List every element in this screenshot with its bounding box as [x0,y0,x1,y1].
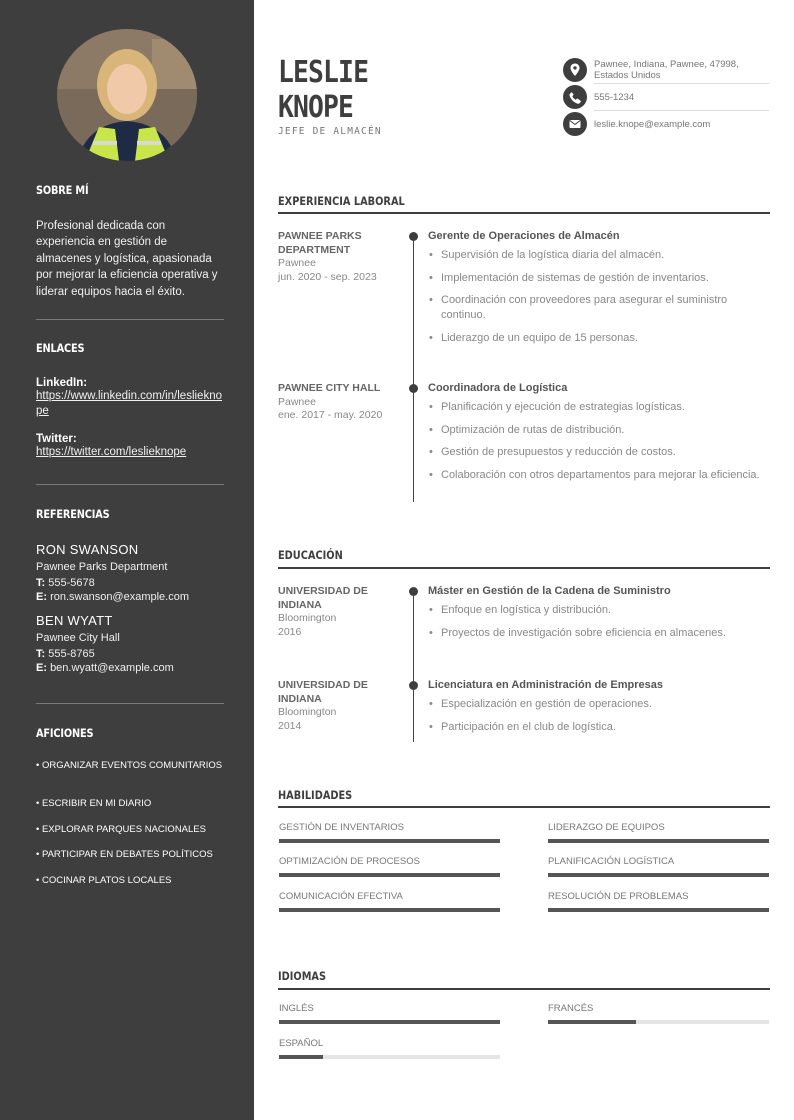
degree: Máster en Gestión de la Cadena de Suministro [428,585,671,597]
list-item: • Especialización en gestión de operaciones. [428,697,768,712]
duties-list [428,400,768,483]
list-item: • Supervisión de la logística diaria del almacén. [428,248,768,263]
hobbies-title: AFICIONES [36,726,94,740]
reference-org: Pawnee City Hall [36,632,120,644]
skill-bar-fill [279,839,500,843]
link-item [36,377,224,419]
language-bar-fill [279,1055,323,1059]
link-label: Twitter: [36,433,77,445]
reference-phone: T: 555-8765 [36,648,95,660]
timeline-dot [409,681,418,690]
contact-address: Pawnee, Indiana, Pawnee, 47998, Estados Unidos [594,59,739,81]
skill-bar [548,873,769,877]
skill-bar [279,873,500,877]
skill-item [548,891,769,902]
references-title: REFERENCIAS [36,507,110,521]
list-item: • Participación en el club de logística. [428,720,768,735]
skills-title: HABILIDADES [278,788,353,802]
list-item: • Colaboración con otros departamentos para mejorar la eficiencia. [428,468,768,483]
language-bar [548,1020,769,1024]
language-item [279,1003,500,1014]
sidebar [0,0,254,1120]
school-location: Bloomington [278,706,337,718]
language-bar-fill [548,1020,636,1024]
twitter-link[interactable]: https://twitter.com/leslieknope [36,446,187,458]
full-name [278,55,380,125]
linkedin-link[interactable]: https://www.linkedin.com/in/leslieknope [36,390,222,417]
skill-bar-fill [548,908,769,912]
skill-bar [279,908,500,912]
languages-title: IDIOMAS [278,969,327,983]
education-meta [278,585,398,639]
experience-detail [428,382,768,490]
company-location: Pawnee [278,257,316,269]
language-label: ESPAÑOL [279,1038,324,1049]
reference-item [36,613,224,674]
contact-email[interactable]: leslie.knope@example.com [594,119,711,130]
education-detail [428,679,768,742]
avatar [57,29,197,161]
school-name: UNIVERSIDAD DE INDIANA [278,585,368,611]
references-section [36,507,224,674]
duties-list [428,248,768,346]
about-section [36,183,224,300]
skill-bar [548,908,769,912]
first-name: LESLIE [278,55,369,90]
skill-label: COMUNICACIÓN EFECTIVA [279,891,403,902]
link-label: LinkedIn: [36,377,88,389]
phone-icon [563,85,587,109]
hobby-item: • PARTICIPAR EN DEBATES POLÍTICOS [36,849,213,860]
about-title: SOBRE MÍ [36,183,89,197]
divider [36,703,224,704]
profile-photo [57,29,197,161]
contact-block [563,57,769,137]
skill-bar [279,839,500,843]
language-bar [279,1055,500,1059]
list-item: • Planificación y ejecución de estrategias logísticas. [428,400,768,415]
last-name: KNOPE [278,90,354,125]
language-bar [279,1020,500,1024]
links-section [36,341,224,460]
section-rule [278,806,770,808]
hobby-item: • EXPLORAR PARQUES NACIONALES [36,824,206,835]
experience-meta [278,230,398,284]
about-text: Profesional dedicada con experiencia en gestión de almacenes y logística, apasionada por mejorar la eficiencia operativa y liderar equipos hacia el éxito. [36,220,218,298]
job-dates: ene. 2017 - may. 2020 [278,409,383,421]
skill-label: LIDERAZGO DE EQUIPOS [548,822,665,833]
skill-bar-fill [279,908,500,912]
job-title: JEFE DE ALMACÉN [278,126,382,137]
job-dates: jun. 2020 - sep. 2023 [278,270,377,283]
hobbies-section [36,726,224,740]
email-icon [563,112,587,136]
education-list [428,603,768,641]
company-name: PAWNEE CITY HALL [278,382,381,394]
hobby-item: • ESCRIBIR EN MI DIARIO [36,798,152,809]
reference-email: E: ron.swanson@example.com [36,591,190,603]
language-item [279,1038,500,1049]
experience-meta [278,382,398,423]
location-pin-icon [563,58,587,82]
reference-name: BEN WYATT [36,613,113,628]
links-title: ENLACES [36,341,85,355]
company-location: Pawnee [278,395,316,408]
language-label: FRANCÉS [548,1003,594,1014]
timeline-dot [409,232,418,241]
contact-phone[interactable]: 555-1234 [594,92,635,103]
language-item [548,1003,769,1014]
company-name: PAWNEE PARKS DEPARTMENT [278,230,362,256]
divider [594,110,769,111]
skill-item [548,822,769,833]
experience-title: EXPERIENCIA LABORAL [278,194,405,208]
graduation-year: 2016 [278,625,302,638]
link-item [36,433,224,460]
timeline-dot [409,587,418,596]
skill-label: PLANIFICACIÓN LOGÍSTICA [548,856,675,867]
language-bar-fill [279,1020,500,1024]
reference-name: RON SWANSON [36,542,139,557]
hobby-item: • ORGANIZAR EVENTOS COMUNITARIOS [36,760,223,771]
list-item: • Gestión de presupuestos y reducción de costos. [428,445,768,460]
section-rule [278,567,770,569]
skill-bar-fill [548,873,769,877]
degree: Licenciatura en Administración de Empresas [428,679,663,691]
skill-item [279,856,500,867]
language-label: INGLÉS [279,1003,314,1014]
skill-label: RESOLUCIÓN DE PROBLEMAS [548,891,689,902]
skill-bar [548,839,769,843]
list-item: • Enfoque en logística y distribución. [428,603,768,618]
reference-phone: T: 555-5678 [36,577,95,589]
list-item: • Optimización de rutas de distribución. [428,423,768,438]
list-item: • Proyectos de investigación sobre eficiencia en almacenes. [428,626,768,641]
list-item: • Implementación de sistemas de gestión de inventarios. [428,271,768,286]
graduation-year: 2014 [278,719,302,732]
divider [36,319,224,320]
section-rule [278,212,770,214]
divider [36,484,224,485]
reference-org: Pawnee Parks Department [36,561,168,573]
experience-timeline [413,236,414,502]
section-rule [278,988,770,990]
timeline-dot [409,384,418,393]
hobby-item: • COCINAR PLATOS LOCALES [36,875,172,886]
skill-label: OPTIMIZACIÓN DE PROCESOS [279,856,420,867]
skill-bar-fill [279,873,500,877]
education-detail [428,585,768,648]
skill-bar-fill [548,839,769,843]
education-title: EDUCACIÓN [278,548,343,562]
job-role: Coordinadora de Logística [428,382,568,394]
skill-item [548,856,769,867]
reference-item [36,542,224,603]
skill-label: GESTIÓN DE INVENTARIOS [279,822,404,833]
education-list [428,697,768,735]
experience-detail [428,230,768,353]
skill-item [279,891,500,902]
job-role: Gerente de Operaciones de Almacén [428,230,620,242]
list-item: • Liderazgo de un equipo de 15 personas. [428,331,768,346]
list-item: • Coordinación con proveedores para asegurar el suministro continuo. [428,293,768,323]
school-location: Bloomington [278,612,337,624]
education-timeline [413,591,414,742]
school-name: UNIVERSIDAD DE INDIANA [278,679,368,705]
education-meta [278,679,398,733]
divider [594,83,769,84]
skill-item [279,822,500,833]
reference-email: E: ben.wyatt@example.com [36,662,174,674]
